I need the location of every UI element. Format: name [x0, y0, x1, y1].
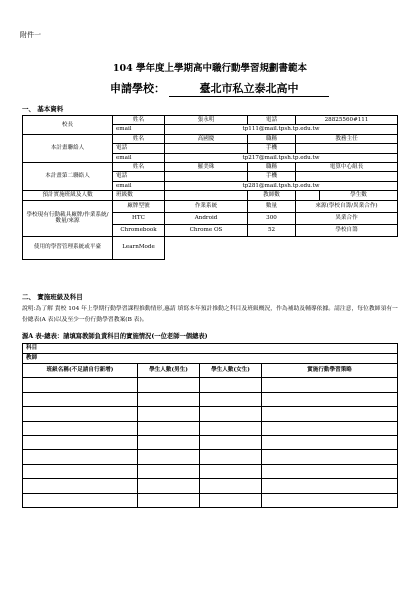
teachers-value: [296, 191, 320, 200]
applicant-label: 申請學校：: [110, 82, 165, 95]
platform-label: 使用的學習管理系統或平臺: [23, 236, 113, 259]
section2-heading: 二、 實施班級及科目: [22, 293, 83, 301]
table-row: [23, 435, 398, 449]
device-row-brand: Chromebook: [113, 224, 165, 236]
header-class-name: 班級名稱(不足請自行新增): [23, 364, 138, 378]
contact2-name-label: 姓名: [113, 162, 165, 171]
device-row-source: 異業合作: [296, 212, 398, 224]
attachment-label: 附件一: [20, 31, 41, 39]
contact2-label: 本計畫第二聯絡人: [23, 162, 113, 190]
classes-label: 班級數: [113, 191, 165, 200]
section1-heading: 一、 基本資料: [22, 105, 64, 113]
device-header-qty: 數量: [248, 200, 296, 212]
principal-phone-label: 電話: [248, 116, 296, 125]
platform-empty: [165, 236, 398, 259]
header-strategy: 實施行動學習策略: [262, 364, 398, 378]
contact2-email: tp281@mail.tpsh.tp.edu.tw: [165, 181, 398, 190]
device-row-qty: 300: [248, 212, 296, 224]
contact-phone-label: 電話: [113, 144, 165, 153]
contact2-name: 羅美珠: [165, 162, 248, 171]
device-row-os: Android: [165, 212, 248, 224]
expected-label: 預計實施班級及人數: [23, 191, 113, 200]
device-row-qty: 52: [248, 224, 296, 236]
contact2-phone: [165, 172, 248, 181]
contact-email: tp217@mail.tpsh.tp.edu.tw: [165, 153, 398, 162]
device-row-brand: HTC: [113, 212, 165, 224]
table-row: [23, 493, 398, 507]
applicant-school-line: [110, 80, 329, 97]
contact-mobile-label: 手機: [248, 144, 296, 153]
contact2-title-label: 職稱: [248, 162, 296, 171]
principal-name: 張永明: [165, 116, 248, 125]
principal-phone: 28825560#111: [296, 116, 398, 125]
table-row: [23, 450, 398, 464]
device-header-os: 作業系統: [165, 200, 248, 212]
principal-label: 校長: [23, 116, 113, 135]
contact-title: 教務主任: [296, 134, 398, 143]
contact2-title: 電算中心組長: [296, 162, 398, 171]
principal-name-label: 姓名: [113, 116, 165, 125]
table-row: [23, 421, 398, 435]
header-male-count: 學生人數(男生): [138, 364, 200, 378]
contact-name: 高國慶: [165, 134, 248, 143]
section2-description: 說明:為了解 貴校 104 年上學期行動學習課程推動情形,惠請 填寫本年預計推動之科目及班級概況，作為補助及輔導依據。請注意，每位教師須有一份總表(A 表)以及至少一份行動學習教案(B 表)。: [22, 306, 398, 323]
subject-row: 科目: [23, 344, 398, 354]
teacher-row: 教師: [23, 354, 398, 364]
device-row-os: Chrome OS: [165, 224, 248, 236]
table-row: [23, 392, 398, 406]
teachers-label: 教師數: [248, 191, 296, 200]
device-header-source: 來源(學校自籌/異業合作): [296, 200, 398, 212]
contact-email-label: email: [113, 153, 165, 162]
document-title: 104 學年度上學期高中職行動學習規劃書範本: [112, 63, 308, 74]
devices-label: 學校現有行動載具廠牌/作業系統/數量/來源: [23, 200, 113, 236]
students-label: 學生數: [320, 191, 398, 200]
table-row: [23, 479, 398, 493]
contact2-mobile-label: 手機: [248, 172, 296, 181]
contact-phone: [165, 144, 248, 153]
contact2-mobile: [296, 172, 398, 181]
table-row: [23, 378, 398, 392]
table-row: [23, 464, 398, 478]
contact-title-label: 職稱: [248, 134, 296, 143]
table-a-title: 源A 表-總表：請填寫教師負責科目的實施情況(一位老師一個總表): [22, 333, 208, 340]
implementation-table: [22, 343, 398, 508]
principal-email: tp111@mail.tpsh.tp.edu.tw: [165, 125, 398, 134]
device-header-brand: 廠牌型號: [113, 200, 165, 212]
table-row: [23, 407, 398, 421]
header-female-count: 學生人數(女生): [200, 364, 262, 378]
contact-name-label: 姓名: [113, 134, 165, 143]
basic-info-table: [22, 115, 398, 260]
device-row-source: 學校自籌: [296, 224, 398, 236]
platform-value: LearnMode: [113, 236, 165, 259]
contact-mobile: [296, 144, 398, 153]
school-name: 臺北市私立泰北高中: [169, 80, 329, 97]
contact2-phone-label: 電話: [113, 172, 165, 181]
contact-label: 本計畫聯絡人: [23, 134, 113, 162]
contact2-email-label: email: [113, 181, 165, 190]
classes-value: [165, 191, 248, 200]
principal-email-label: email: [113, 125, 165, 134]
